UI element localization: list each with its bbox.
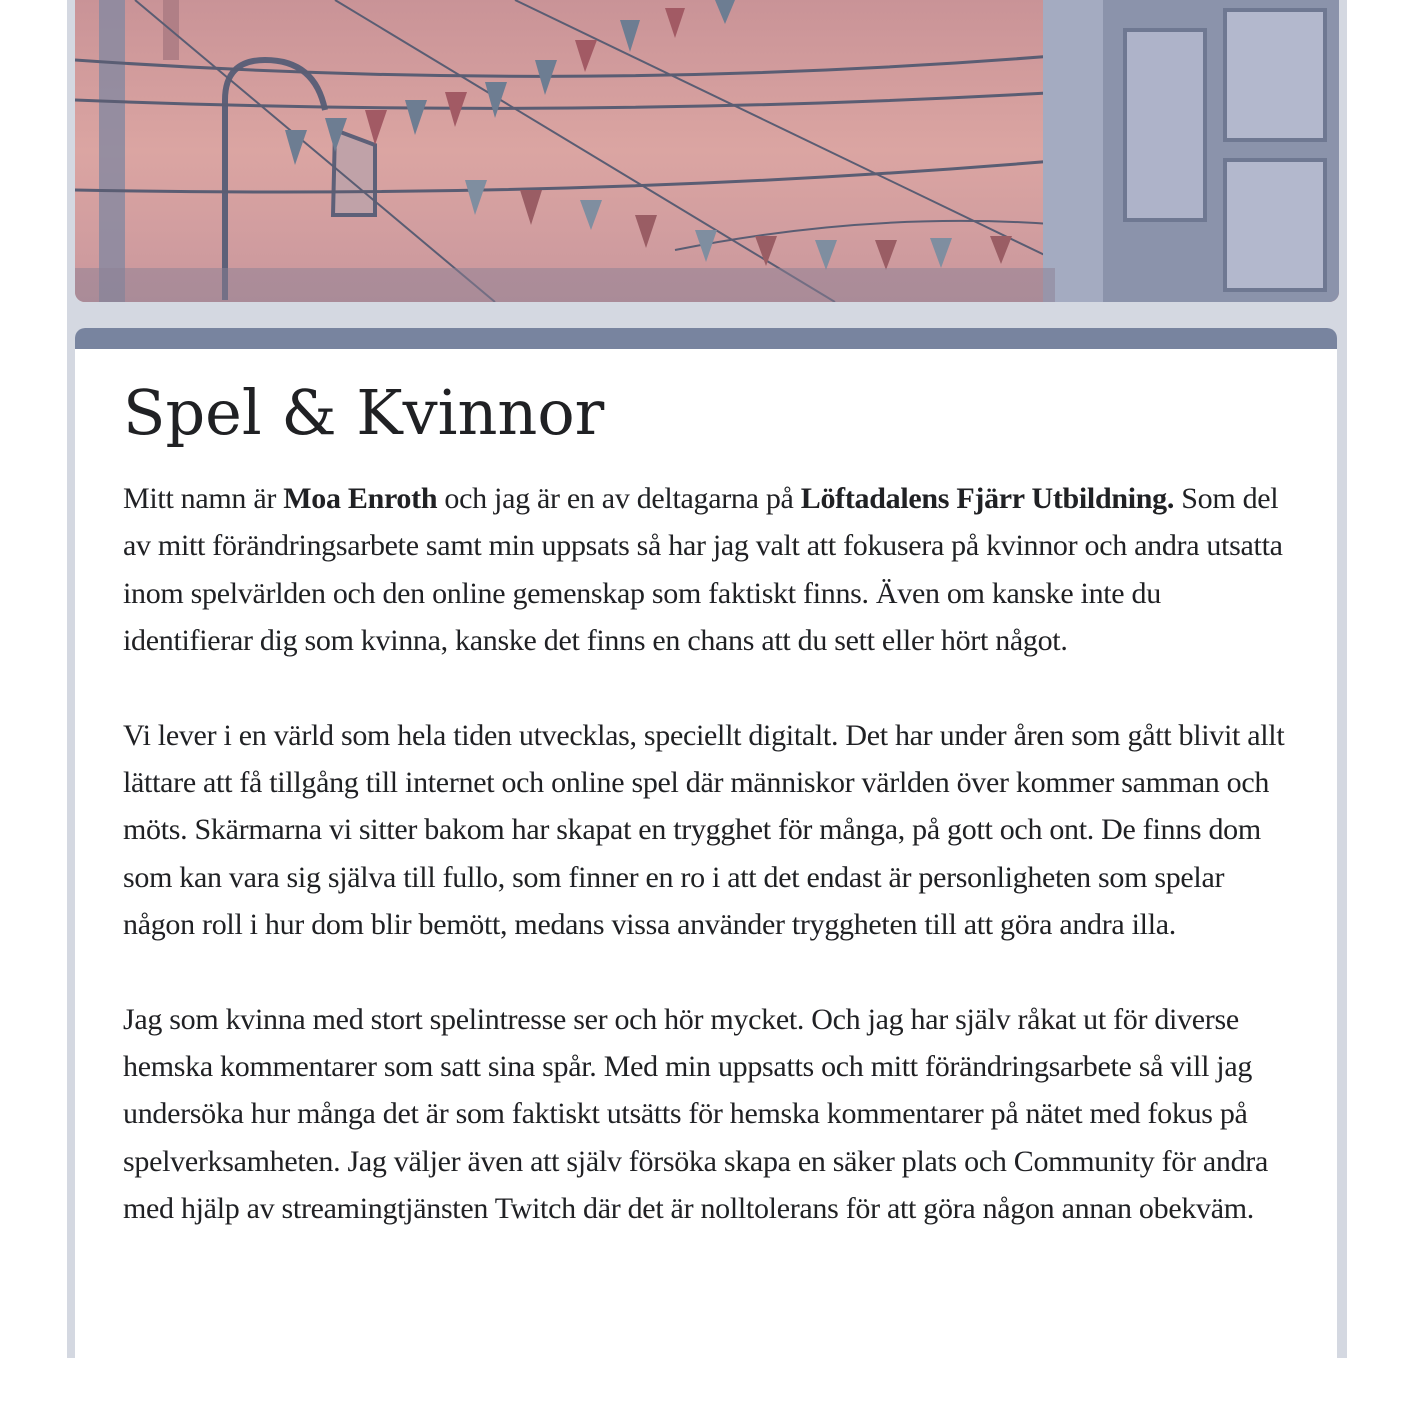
form-description	[123, 475, 1289, 1233]
header-banner-image	[75, 0, 1339, 302]
description-text: och jag är en av deltagarna på	[437, 482, 801, 515]
school-name: Löftadalens Fjärr Utbildning.	[800, 482, 1175, 515]
form-header-card	[75, 328, 1337, 1368]
description-paragraph	[123, 475, 1289, 665]
description-paragraph: Vi lever i en värld som hela tiden utvecklas, speciellt digitalt. Det har under åren som gått blivit allt lättare att få tillgång till internet och online spel där människor världen över kommer samman och möts. Skärmarna vi sitter bakom har skapat en trygghet för många, på gott och ont. De finns dom som kan vara sig själva till fullo, som finner en ro i att det endast är personligheten som spelar någon roll i hur dom blir bemött, medans vissa använder tryggheten till att göra andra illa.	[123, 718, 1285, 942]
header-illustration	[75, 0, 1339, 302]
description-text: Som del av mitt förändringsarbete samt min uppsats så har jag valt att fokusera på kvinnor och andra utsatta inom spelvärlden och den online gemenskap som faktiskt finns. Även om kanske inte du identifierar dig som kvinna, kanske det finns en chans att du sett eller hört något.	[123, 482, 1283, 658]
description-paragraph: Jag som kvinna med stort spelintresse ser och hör mycket. Och jag har själv råkat ut för diverse hemska kommentarer som satt sina spår. Med min uppsatts och mitt förändringsarbete så vill jag undersöka hur många det är som faktiskt utsätts för hemska kommentarer på nätet med fokus på spelverksamheten. Jag väljer även att själv försöka skapa en säker plats och Community för andra med hjälp av streamingtjänsten Twitch där det är nolltolerans för att göra någon annan obekväm.	[123, 1002, 1268, 1226]
description-text: Mitt namn är	[123, 482, 284, 515]
author-name: Moa Enroth	[283, 482, 438, 515]
card-accent-bar	[75, 328, 1337, 349]
form-title: Spel & Kvinnor	[123, 376, 605, 449]
